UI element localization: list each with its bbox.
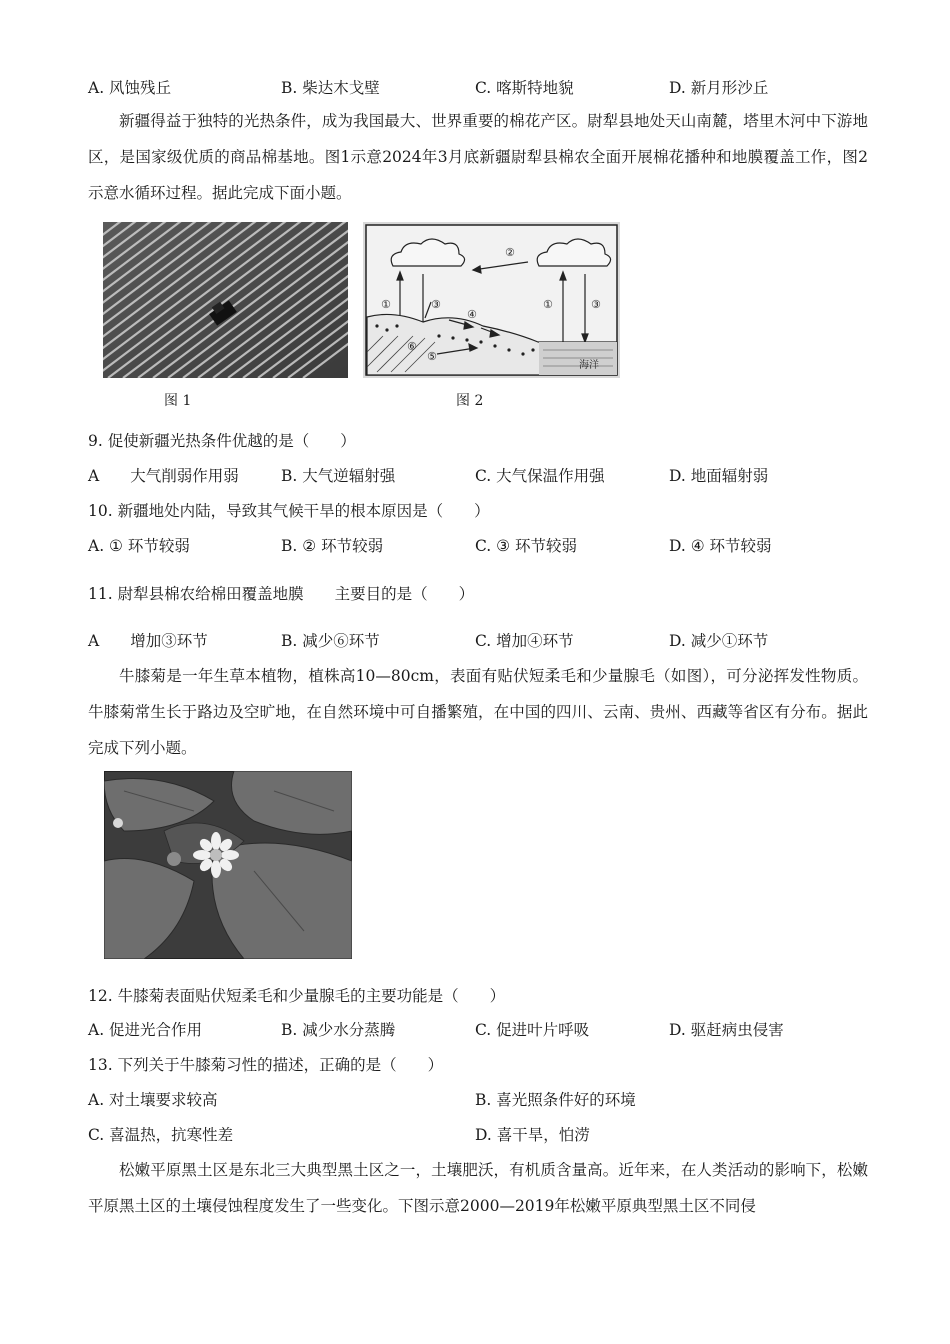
q11-option-b[interactable]: B. 减少⑥环节 (281, 632, 380, 650)
label-4: ④ (467, 308, 477, 321)
q10-option-b[interactable]: B. ② 环节较弱 (281, 537, 384, 555)
figure-1-cotton-field-photo (103, 222, 348, 378)
passage-black-soil: 松嫩平原黑土区是东北三大典型黑土区之一，土壤肥沃，有机质含量高。近年来，在人类活动的影响下，松嫩平原黑土区的土壤侵蚀程度发生了一些变化。下图示意2000—2019年松嫩平原典型黑土区不同侵 (88, 1161, 868, 1215)
passage-cotton: 新疆得益于独特的光热条件，成为我国最大、世界重要的棉花产区。尉犁县地处天山南麓，塔里木河中下游地区，是国家级优质的商品棉基地。图1示意2024年3月底新疆尉犁县棉农全面开展棉花播种和地膜覆盖工作，图2示意水循环过程。据此完成下面小题。 (88, 112, 868, 202)
label-1-right: ① (543, 298, 553, 311)
label-3-right: ③ (591, 298, 601, 311)
q13-stem: 13. 下列关于牛膝菊习性的描述，正确的是（ ） (88, 1056, 444, 1074)
q10-option-d[interactable]: D. ④ 环节较弱 (669, 537, 772, 555)
q12-option-a[interactable]: A. 促进光合作用 (88, 1021, 203, 1039)
label-6: ⑥ (407, 340, 417, 353)
q12-option-c[interactable]: C. 促进叶片呼吸 (475, 1021, 590, 1039)
q9-stem: 9. 促使新疆光热条件优越的是（ ） (88, 432, 356, 450)
q9-option-c[interactable]: C. 大气保温作用强 (475, 467, 605, 485)
q11-stem: 11. 尉犁县棉农给棉田覆盖地膜 主要目的是（ ） (88, 585, 475, 603)
q10-option-a[interactable]: A. ① 环节较弱 (88, 537, 190, 555)
q10-stem: 10. 新疆地处内陆，导致其气候干旱的根本原因是（ ） (88, 502, 490, 520)
figure-1-caption: 图 1 (164, 393, 192, 409)
q10-option-c[interactable]: C. ③ 环节较弱 (475, 537, 577, 555)
q13-option-b[interactable]: B. 喜光照条件好的环境 (475, 1091, 636, 1109)
label-1-left: ① (381, 298, 391, 311)
q12-option-b[interactable]: B. 减少水分蒸腾 (281, 1021, 396, 1039)
q13-option-d[interactable]: D. 喜干旱，怕涝 (475, 1126, 590, 1144)
passage-galinsoga: 牛膝菊是一年生草本植物，植株高10—80cm，表面有贴伏短柔毛和少量腺毛（如图），可分泌挥发性物质。牛膝菊常生长于路边及空旷地，在自然环境中可自播繁殖，在中国的四川、云南、贵州、西藏等省区有分布。据此完成下列小题。 (88, 667, 868, 757)
q13-option-a[interactable]: A. 对土壤要求较高 (88, 1091, 218, 1109)
label-sea: 海洋 (579, 360, 599, 371)
q12-stem: 12. 牛膝菊表面贴伏短柔毛和少量腺毛的主要功能是（ ） (88, 987, 506, 1005)
q11-option-a[interactable]: A 增加③环节 (88, 632, 208, 650)
galinsoga-flower-photo (104, 771, 352, 959)
q9-option-a[interactable]: A 大气削弱作用弱 (88, 467, 239, 485)
label-2: ② (505, 246, 515, 259)
q8-option-c[interactable]: C. 喀斯特地貌 (475, 79, 574, 97)
q8-option-b[interactable]: B. 柴达木戈壁 (281, 79, 380, 97)
label-5: ⑤ (427, 350, 437, 363)
q9-option-b[interactable]: B. 大气逆辐射强 (281, 467, 396, 485)
q13-option-c[interactable]: C. 喜温热，抗寒性差 (88, 1126, 234, 1144)
q8-option-a[interactable]: A. 风蚀残丘 (88, 79, 172, 97)
q11-option-c[interactable]: C. 增加④环节 (475, 632, 574, 650)
q9-option-d[interactable]: D. 地面辐射弱 (669, 467, 769, 485)
q8-option-d[interactable]: D. 新月形沙丘 (669, 79, 769, 97)
q11-option-d[interactable]: D. 减少①环节 (669, 632, 769, 650)
figure-2-water-cycle-diagram (363, 222, 620, 378)
label-3-left: ③ (431, 298, 441, 311)
figure-2-caption: 图 2 (456, 393, 484, 409)
q12-option-d[interactable]: D. 驱赶病虫侵害 (669, 1021, 784, 1039)
